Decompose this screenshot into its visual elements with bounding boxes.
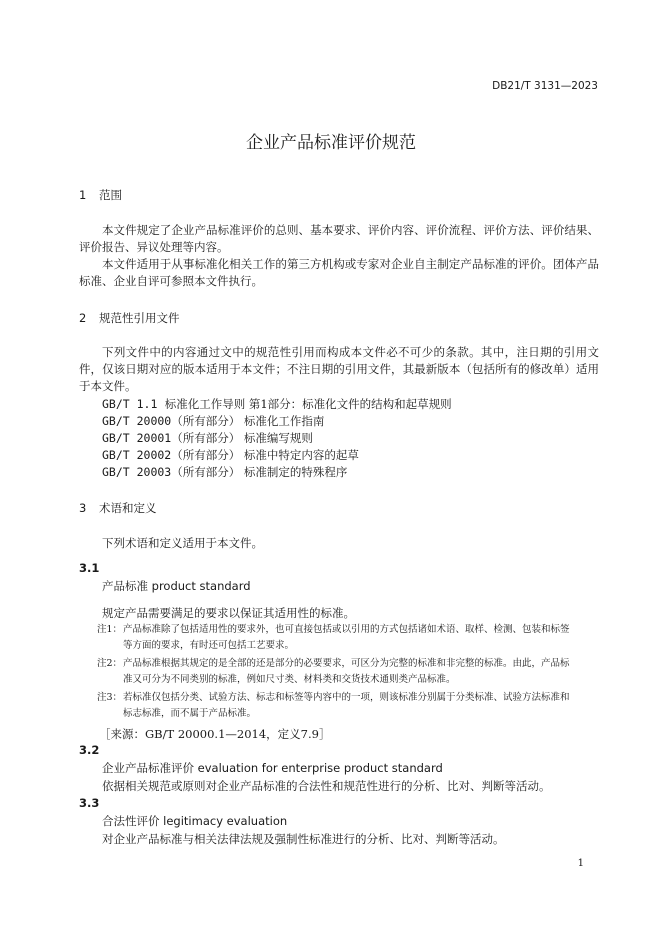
- note: 注1：产品标准除了包括适用性的要求外，也可直接包括或以引用的方式包括诸如术语、取样、检测、包装和标签 等方面的要求，有时还可包括工艺要求。: [97, 624, 570, 651]
- reference-item: GB/T 20000（所有部分） 标准化工作指南: [102, 414, 325, 428]
- paragraph: 下列文件中的内容通过文中的规范性引用而构成本文件必不可少的条款。其中，注日期的引用文件，仅该日期对应的版本适用于本文件；不注日期的引用文件，其最新版本（包括所有的修改单）适用于本文件。: [79, 345, 599, 393]
- section-heading-3: [79, 500, 157, 516]
- term-name: 合法性评价 legitimacy evaluation: [102, 814, 288, 828]
- term-definition: 对企业产品标准与相关法律法规及强制性标准进行的分析、比对、判断等活动。: [102, 832, 505, 846]
- reference-item: GB/T 20002（所有部分） 标准中特定内容的起草: [102, 448, 359, 462]
- note-label: 注1：: [97, 624, 123, 635]
- note: 注3：若标准仅包括分类、试验方法、标志和标签等内容中的一项，则该标准分别属于分类标准、试验方法标准和 标志标准，而不属于产品标准。: [97, 692, 570, 719]
- term-definition: 依据相关规范或原则对企业产品标准的合法性和规范性进行的分析、比对、判断等活动。: [102, 779, 551, 793]
- term-definition: 规定产品需要满足的要求以保证其适用性的标准。: [102, 606, 355, 620]
- paragraph: 下列术语和定义适用于本文件。: [102, 536, 263, 550]
- term-source: ［来源：GB/T 20000.1—2014，定义7.9］: [99, 727, 331, 741]
- section-number: 1: [79, 188, 87, 202]
- section-title: 范围: [99, 188, 122, 202]
- reference-item: GB/T 20003（所有部分） 标准制定的特殊程序: [102, 465, 348, 479]
- paragraph: 本文件规定了企业产品标准评价的总则、基本要求、评价内容、评价流程、评价方法、评价结果、评价报告、异议处理等内容。: [79, 223, 599, 254]
- section-number: 2: [79, 311, 87, 325]
- section-heading-1: [79, 187, 122, 203]
- term-number: 3.3: [79, 796, 100, 810]
- paragraph: 本文件适用于从事标准化相关工作的第三方机构或专家对企业自主制定产品标准的评价。团体产品标准、企业自评可参照本文件执行。: [79, 257, 599, 288]
- document-code: DB21/T 3131—2023: [492, 80, 598, 92]
- document-title: 企业产品标准评价规范: [246, 133, 416, 153]
- note-label: 注2：: [97, 658, 123, 669]
- section-heading-2: [79, 310, 180, 326]
- term-number: 3.2: [79, 743, 100, 757]
- section-number: 3: [79, 501, 87, 515]
- reference-item: GB/T 1.1 标准化工作导则 第1部分：标准化文件的结构和起草规则: [102, 397, 452, 411]
- section-title: 术语和定义: [99, 501, 157, 515]
- term-number: 3.1: [79, 561, 100, 575]
- term-name: 企业产品标准评价 evaluation for enterprise product standard: [102, 761, 443, 775]
- page-number: 1: [577, 858, 584, 869]
- section-title: 规范性引用文件: [99, 311, 180, 325]
- term-name: 产品标准 product standard: [102, 579, 251, 593]
- note: 注2：产品标准根据其规定的是全部的还是部分的必要要求，可区分为完整的标准和非完整的标准。由此，产品标 准又可分为不同类别的标准，例如尺寸类、材料类和交货技术通则类产品标准。: [97, 658, 570, 685]
- reference-item: GB/T 20001（所有部分） 标准编写规则: [102, 431, 313, 445]
- note-label: 注3：: [97, 692, 123, 703]
